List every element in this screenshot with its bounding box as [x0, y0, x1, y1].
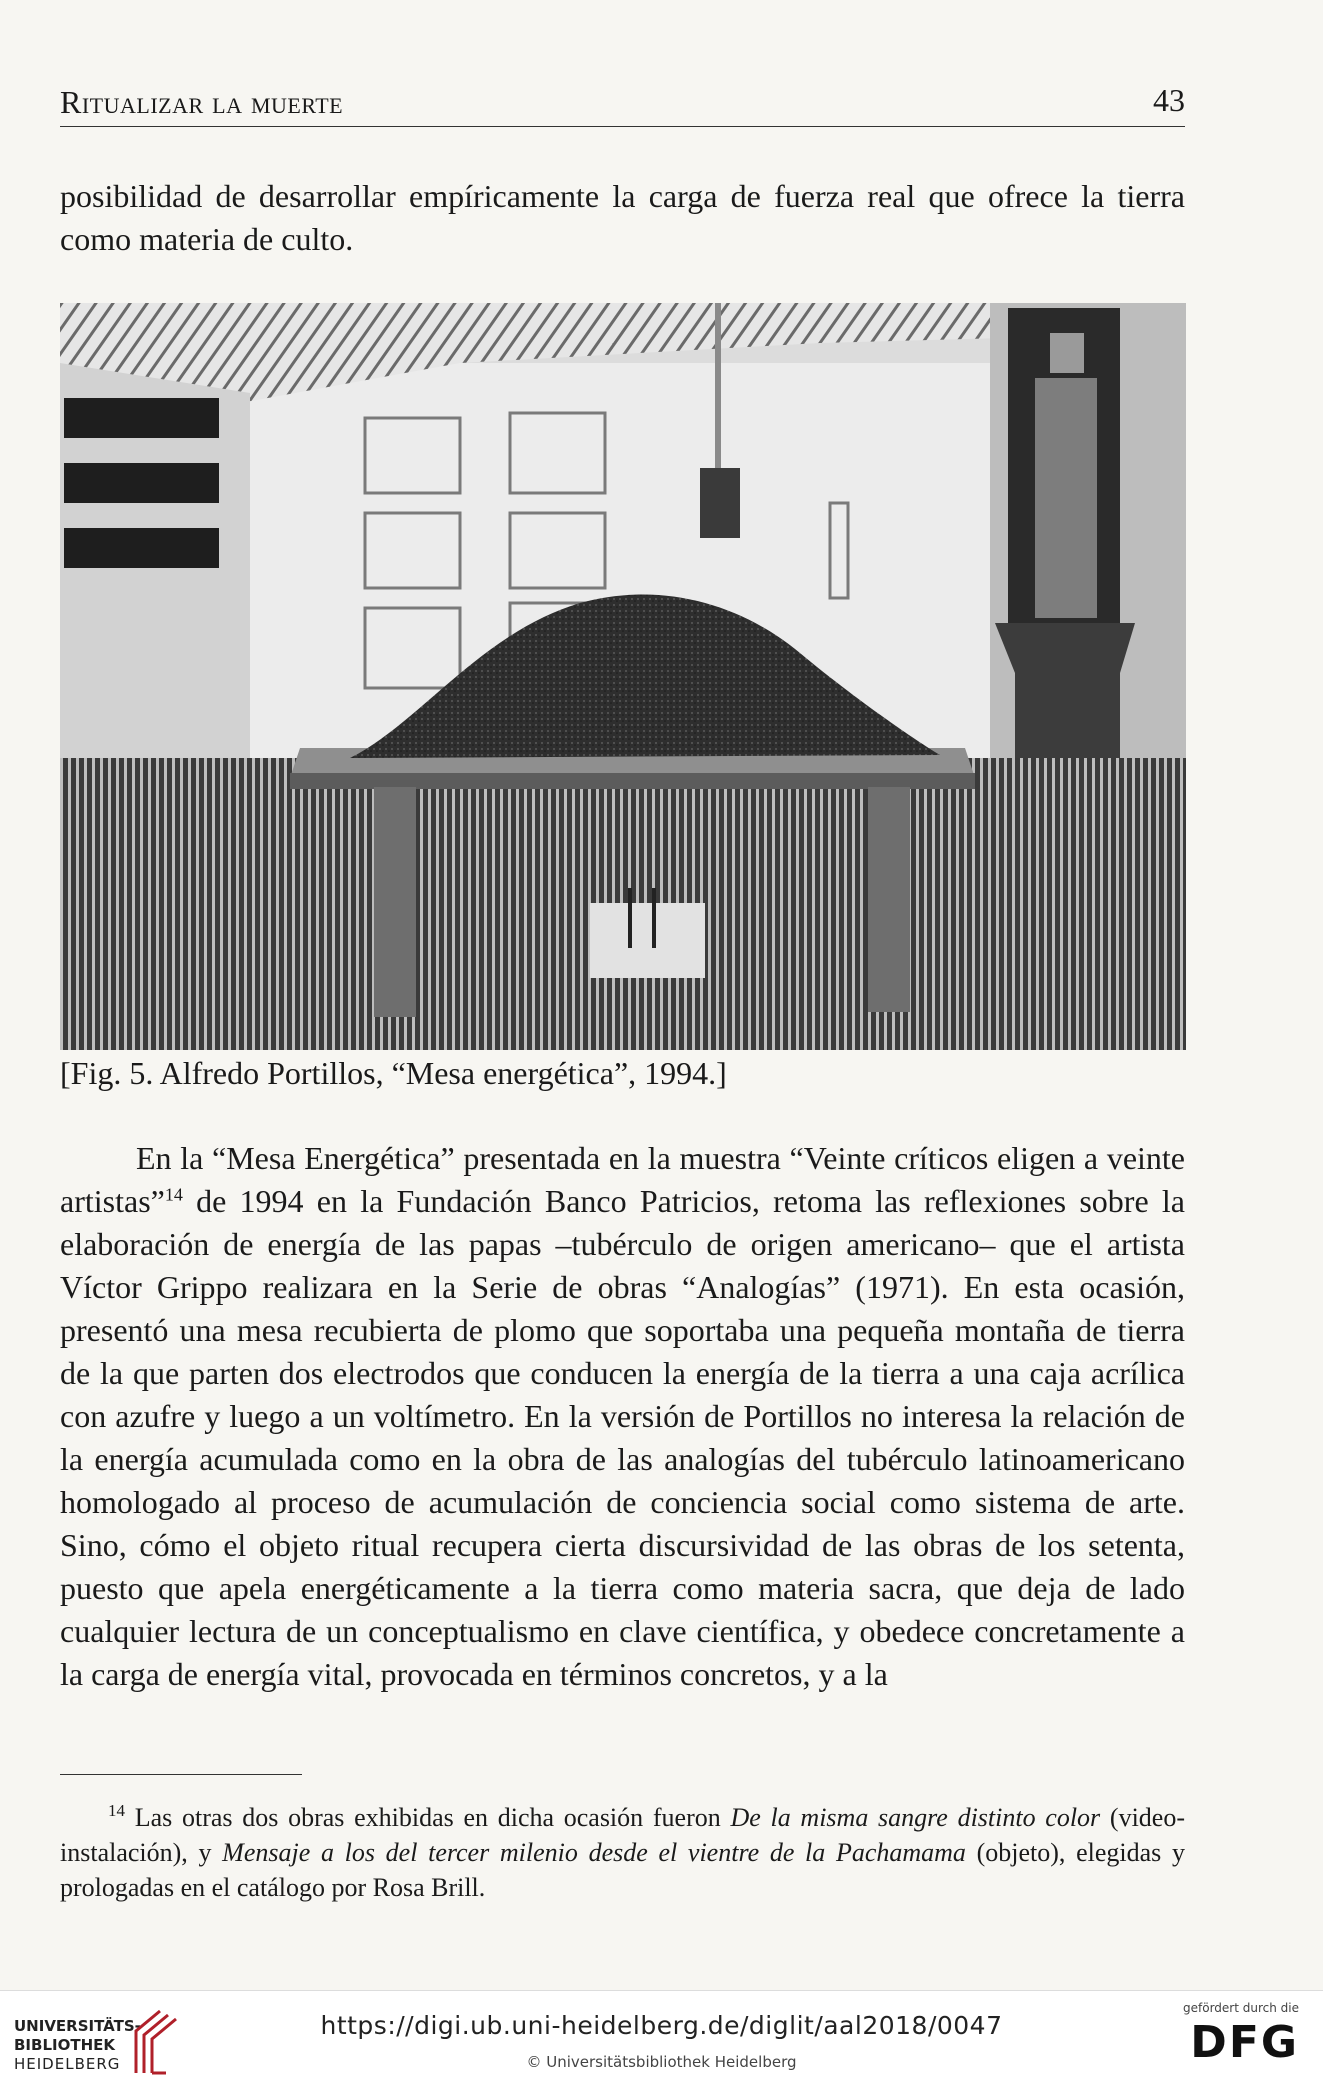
page-number: 43 [1153, 82, 1185, 118]
library-line-1: UNIVERSITÄTS- [14, 2017, 141, 2035]
footnote-title-1: De la misma sangre distinto color [730, 1803, 1101, 1832]
permalink-url[interactable]: https://digi.ub.uni-heidelberg.de/diglit/aal2018/0047 [320, 2011, 1003, 2040]
library-line-2: BIBLIOTHEK [14, 2036, 115, 2054]
figure-caption: [Fig. 5. Alfredo Portillos, “Mesa energética”, 1994.] [60, 1055, 727, 1091]
footer-bar [0, 1990, 1323, 2087]
footnote-text-a: Las otras dos obras exhibidas en dicha ocasión fueron [125, 1803, 731, 1832]
footnote-title-2: Mensaje a los del tercer milenio desde el vientre de la Pachamama [222, 1838, 966, 1867]
footnote-reference[interactable]: 14 [164, 1184, 183, 1205]
paragraph-1: posibilidad de desarrollar empíricamente la carga de fuerza real que ofrece la tierra como materia de culto. [60, 178, 1185, 257]
paragraph-2-text-a: En la “Mesa Energética” presentada en la muestra “Veinte críticos eligen a veinte artistas” [60, 1140, 1185, 1219]
running-head-title: Ritualizar la muerte [60, 84, 344, 120]
funding-label: gefördert durch die [1183, 2001, 1299, 2015]
dfg-logo: DFG [1190, 2017, 1299, 2068]
figure-photo [60, 303, 1186, 1050]
footnote-text-c: (objeto), elegidas y prologadas en el catálogo por Rosa Brill. [60, 1838, 1185, 1902]
exhibition-photo [60, 303, 1186, 1050]
paragraph-2-text-b: de 1994 en la Fundación Banco Patricios, retoma las reflexiones sobre la elaboración de energía de las papas –tubérculo de origen americano– que el artista Víctor Grippo realizara en la Serie de obras “Analogías” (1971). En esta ocasión, presentó una mesa recubierta de plomo que soportaba una pequeña montaña de tierra de la que parten dos electrodos que conducen la energía de la tierra a una caja acrílica con azufre y luego a un voltímetro. En la versión de Portillos no interesa la relación de la energía acumulada como en la obra de las analogías del tubérculo latinoamericano homologado al proceso de acumulación de conciencia social como sistema de arte. Sino, cómo el objeto ritual recupera cierta discursividad de las obras de los setenta, puesto que apela energéticamente a la tierra como materia sacra, que deja de lado cualquier lectura de un conceptualismo en clave científica, y obedece concretamente a la carga de energía vital, provocada en términos concretos, y a la [60, 1183, 1185, 1692]
footnote-14 [60, 1800, 1185, 1905]
footnote-rule [60, 1774, 302, 1775]
copyright-notice: © Universitätsbibliothek Heidelberg [526, 2053, 797, 2071]
library-line-3: HEIDELBERG [14, 2055, 121, 2073]
paragraph-2 [60, 1137, 1185, 1696]
footnote-mark: 14 [108, 1801, 125, 1821]
footnote-text-b: (video-instalación), y [60, 1803, 1185, 1867]
running-head [60, 78, 1185, 127]
